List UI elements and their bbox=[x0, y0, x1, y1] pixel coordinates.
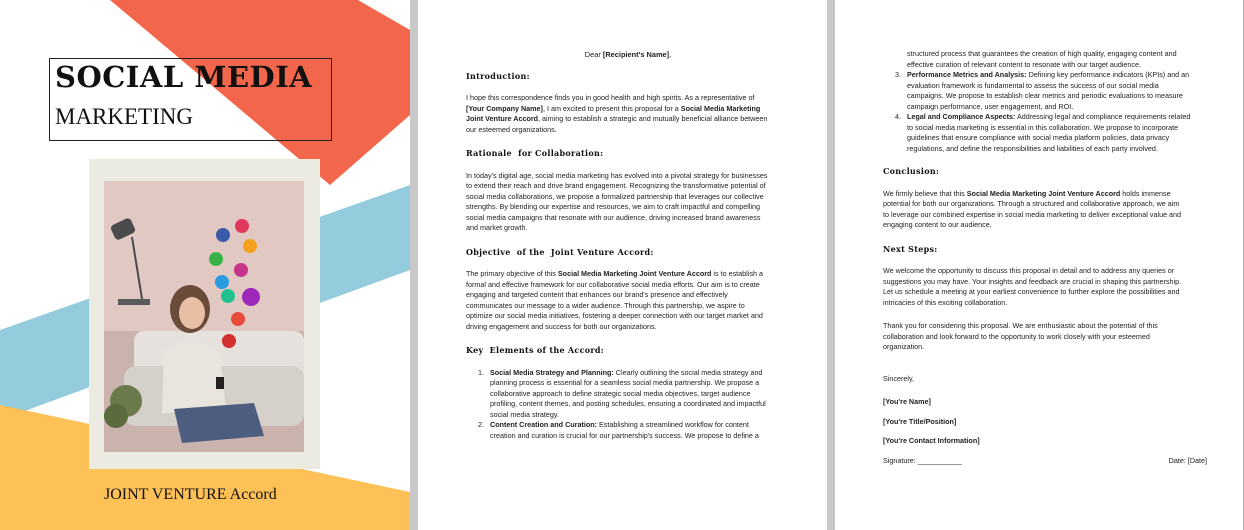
text-line: and market growth. bbox=[466, 223, 528, 232]
text-line: engaging content to our audience. bbox=[883, 220, 992, 229]
cover-title: SOCIAL MEDIA bbox=[55, 60, 313, 94]
text-line: to leverage our combined expertise in social media marketing to deliver exceptional value and bbox=[883, 209, 1182, 219]
letter-page-2 bbox=[835, 0, 1244, 530]
objective-heading: Objective of the Joint Venture Accord: bbox=[466, 246, 654, 257]
salutation-suffix: , bbox=[669, 50, 672, 59]
text-line: social media campaigns that resonate with our audience, driving increased brand awareness bbox=[466, 212, 761, 222]
thanks-paragraph bbox=[883, 321, 1207, 353]
salutation bbox=[466, 50, 790, 61]
text-line: profiling, content themes, and posting schedules, ensuring a coordinated and impactful bbox=[490, 399, 766, 408]
text-run: Establishing a streamlined workflow for content bbox=[597, 420, 749, 429]
cover-photo-frame bbox=[89, 159, 320, 469]
cover-subtitle: MARKETING bbox=[55, 104, 193, 129]
sender-contact: [You're Contact Information] bbox=[883, 436, 980, 445]
text-line: evaluation framework is fundamental to assess the success of our social media bbox=[907, 80, 1159, 90]
text-line: creation and curation is crucial for our partnership's success. We propose to define a bbox=[490, 430, 759, 440]
text-run: , aiming to establish a strategic and mutually beneficial alliance between bbox=[538, 114, 768, 123]
text-line: our esteemed organizations. bbox=[466, 124, 557, 134]
letter-content-2 bbox=[883, 49, 1207, 466]
list-item-title: Performance Metrics and Analysis: bbox=[907, 70, 1027, 79]
text-line: Thank you for considering this proposal. We are enthusiastic about the potential of this bbox=[883, 321, 1158, 330]
accord-name: Social Media Marketing Joint Venture Accord bbox=[557, 269, 712, 278]
text-line: to social media marketing is essential in this collaboration. We propose to incorporate bbox=[907, 122, 1179, 132]
list-item bbox=[895, 112, 1207, 154]
text-line bbox=[907, 112, 1207, 123]
list-item bbox=[478, 368, 790, 421]
text-run: We firmly believe that this bbox=[883, 188, 967, 198]
text-line bbox=[490, 368, 790, 379]
text-line bbox=[883, 189, 1207, 200]
list-number: 3. bbox=[895, 70, 901, 79]
text-line: effective curation of relevant content to resonate with our target audience. bbox=[907, 59, 1142, 69]
list-item-title: Legal and Compliance Aspects: bbox=[907, 112, 1016, 121]
key-elements-list-continued bbox=[895, 49, 1207, 154]
cover-title-box bbox=[49, 58, 332, 141]
list-number: 4. bbox=[895, 112, 901, 121]
list-number: 2. bbox=[478, 420, 484, 429]
accord-name: Joint Venture Accord bbox=[466, 114, 539, 123]
text-line: social media strategy. bbox=[490, 409, 559, 419]
next-steps-heading: Next Steps: bbox=[883, 243, 938, 254]
rationale-heading: Rationale for Collaboration: bbox=[466, 148, 604, 158]
accord-name: Social Media Marketing bbox=[680, 103, 761, 113]
text-line: campaign performance, user engagement, and ROI. bbox=[907, 101, 1074, 111]
accord-name: Social Media Marketing Joint Venture Accord bbox=[966, 188, 1121, 198]
letter-page-1 bbox=[418, 0, 827, 530]
text-line: In today's digital age, social media marketing has evolved into a pivotal strategy for businesses bbox=[466, 170, 768, 180]
text-line: formal and effective framework for our collaborative social media efforts. Our aim is to create bbox=[466, 279, 760, 289]
text-line bbox=[466, 269, 790, 280]
closing: Sincerely, bbox=[883, 373, 915, 383]
list-item-title: Content Creation and Curation: bbox=[490, 420, 598, 429]
text-line: organization. bbox=[883, 342, 925, 351]
text-line: regulations, and define the responsibilities and liabilities of each party involved. bbox=[907, 143, 1158, 153]
text-line: Let us schedule a meeting at your earliest convenience to further explore the possibilities and bbox=[883, 287, 1180, 296]
introduction-heading: Introduction: bbox=[466, 70, 530, 81]
key-elements-list bbox=[478, 368, 790, 442]
cover-photo bbox=[104, 181, 304, 452]
text-line: strengths. By blending our expertise and resources, we aim to craft impactful and compelling bbox=[466, 202, 761, 211]
text-line: to extend their reach and drive brand engagement. Recognizing the transformative potential of bbox=[466, 181, 766, 190]
text-run: holds immense bbox=[1120, 188, 1171, 198]
text-run: The primary objective of this bbox=[466, 269, 558, 278]
next-steps-paragraph bbox=[883, 266, 1207, 308]
objective-paragraph bbox=[466, 269, 790, 332]
list-item bbox=[895, 70, 1207, 112]
sender-name: [You're Name] bbox=[883, 397, 931, 406]
signature-label: Signature: ___________ bbox=[883, 455, 962, 465]
salutation-prefix: Dear bbox=[584, 50, 603, 59]
text-line: I hope this correspondence finds you in good health and high spirits. As a representative of bbox=[466, 93, 755, 102]
text-line: social media collaborations, we propose a formalized partnership that leverages our collective bbox=[466, 191, 764, 201]
text-line bbox=[466, 104, 790, 115]
text-line: driving engagement and success for both our organizations. bbox=[466, 321, 657, 331]
text-line bbox=[907, 70, 1207, 81]
text-run: is to establish a bbox=[711, 269, 763, 278]
conclusion-paragraph bbox=[883, 189, 1207, 231]
cover-bottom-title bbox=[104, 486, 277, 504]
text-line: We welcome the opportunity to discuss this proposal in detail and to address any queries or bbox=[883, 266, 1175, 275]
text-line: guidelines that ensure compliance with social media platform policies, data privacy bbox=[907, 133, 1170, 142]
recipient-name: [Recipient's Name] bbox=[602, 50, 670, 59]
letter-content-1 bbox=[466, 50, 790, 441]
text-run: Addressing legal and compliance requirements related bbox=[1015, 112, 1191, 121]
cover-bottom-strong: JOINT VENTURE bbox=[104, 486, 227, 503]
rationale-paragraph bbox=[466, 171, 790, 234]
text-line: campaigns. We propose to establish clear metrics and periodic evaluations to measure bbox=[907, 91, 1183, 100]
text-line: potential for both our organizations. Through a structured and collaborative approach, we aim bbox=[883, 199, 1180, 208]
list-item-title: Social Media Strategy and Planning: bbox=[490, 367, 614, 377]
list-number: 1. bbox=[478, 367, 484, 377]
text-run: Clearly outlining the social media strategy and bbox=[613, 367, 763, 377]
conclusion-heading: Conclusion: bbox=[883, 166, 940, 176]
text-line: collaborative approach to define strategic social media objectives, target audience bbox=[490, 388, 751, 398]
sender-title: [You're Title/Position] bbox=[883, 416, 957, 426]
text-line: communicates our message to a wider audience. Through this partnership, we aspire to bbox=[466, 300, 745, 310]
text-line: structured process that guarantees the creation of high quality, engaging content and bbox=[907, 49, 1177, 58]
text-run: Defining key performance indicators (KPIs) and an bbox=[1026, 70, 1190, 79]
text-line: suggestions you may have. Your insights and feedback are crucial in shaping this partnership. bbox=[883, 276, 1182, 286]
introduction-paragraph bbox=[466, 93, 790, 135]
text-line: engaging and targeted content that enhances our brand's presence and effectively bbox=[466, 290, 728, 299]
text-line: collaboration and look forward to the opportunity to work closely with your esteemed bbox=[883, 331, 1150, 341]
text-line bbox=[466, 114, 790, 125]
key-elements-heading: Key Elements of the Accord: bbox=[466, 345, 605, 355]
cover-bottom-rest: Accord bbox=[226, 486, 277, 503]
text-line: optimize our social media initiatives, fostering a deeper connection with our target market and bbox=[466, 311, 763, 320]
text-run: , I am excited to present this proposal for a bbox=[542, 103, 681, 113]
text-line: intricacies of this exciting collaboration. bbox=[883, 297, 1008, 307]
signature-row bbox=[883, 456, 1207, 467]
text-line bbox=[490, 420, 790, 431]
list-item-continued bbox=[895, 49, 1207, 70]
text-line: planning process is essential for a seamless social media partnership. We propose a bbox=[490, 378, 760, 387]
company-name: [Your Company Name] bbox=[466, 103, 543, 113]
date-label: Date: [Date] bbox=[1168, 455, 1207, 465]
cover-page bbox=[0, 0, 410, 530]
list-item bbox=[478, 420, 790, 441]
